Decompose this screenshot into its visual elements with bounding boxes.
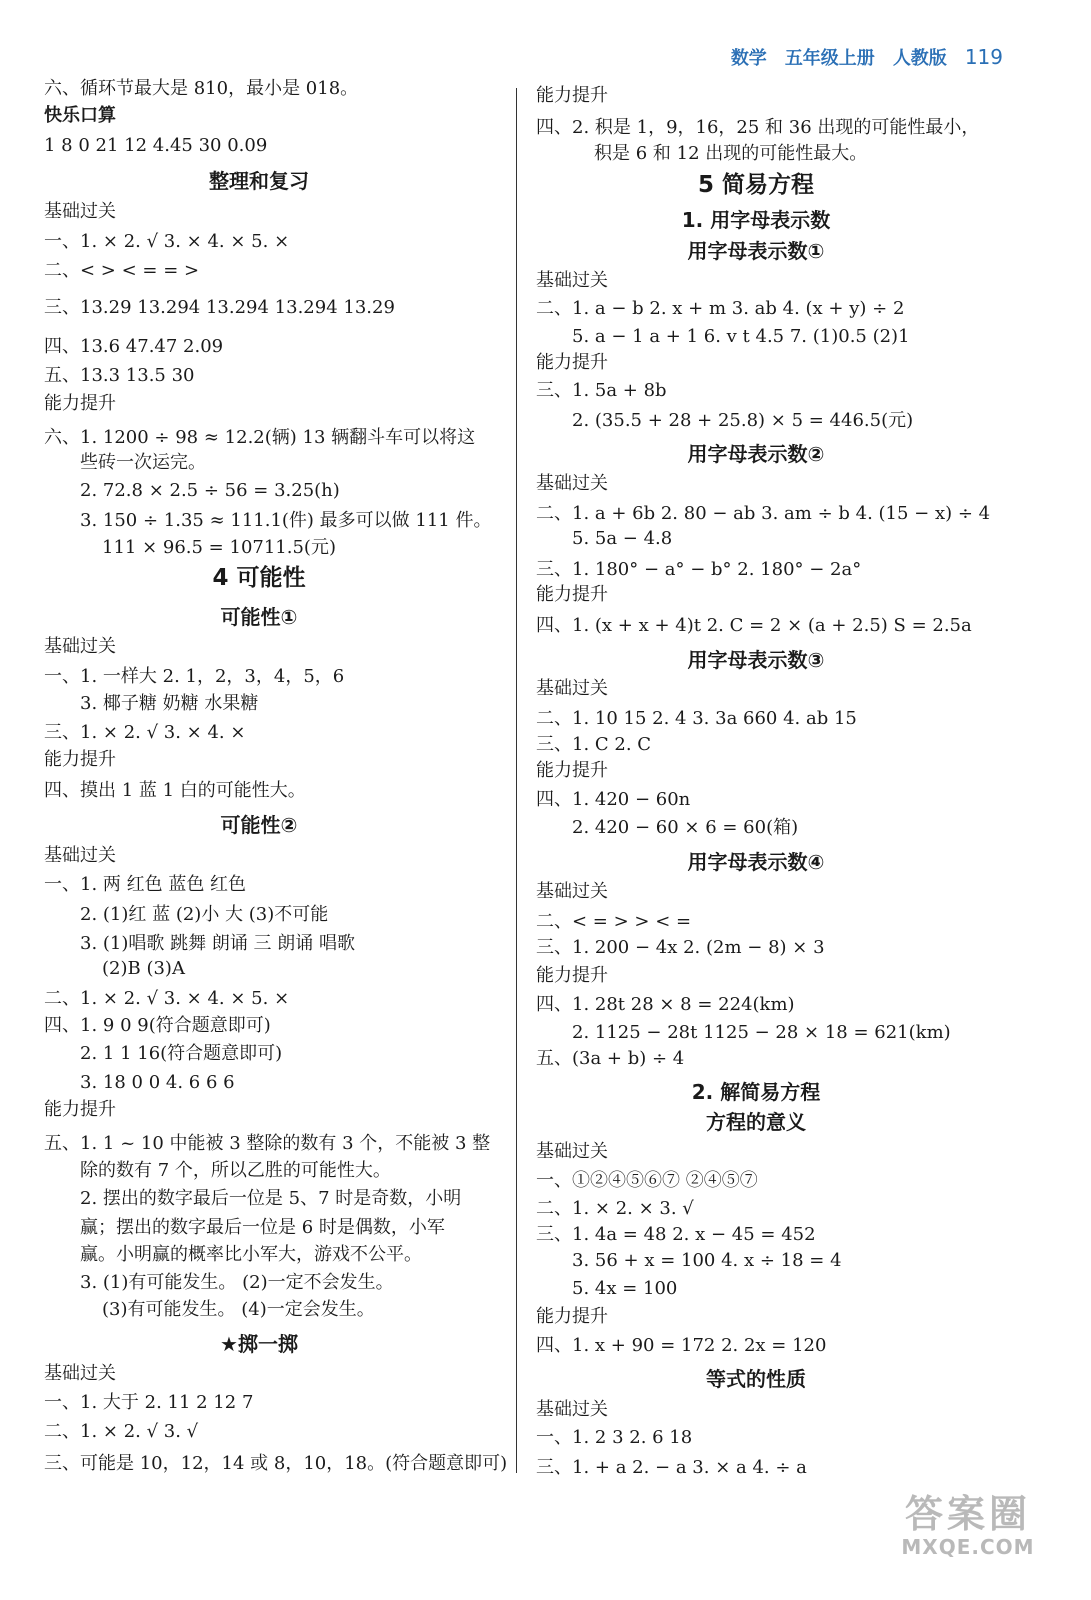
right-answer-line: 四、1. (x + x + 4)t 2. C = 2 × (a + 2.5) S = 2.5a bbox=[536, 615, 972, 636]
left-answer-line: 三、13.29 13.294 13.294 13.294 13.29 bbox=[44, 297, 395, 318]
left-answer-line: 2. 72.8 × 2.5 ÷ 56 = 3.25(h) bbox=[80, 480, 340, 501]
left-answer-line: 四、13.6 47.47 2.09 bbox=[44, 336, 224, 357]
right-category-label: 基础过关 bbox=[536, 1141, 608, 1162]
left-answer-line: 二、1. × 2. √ 3. √ bbox=[44, 1421, 199, 1442]
right-answer-line: 2. 1125 − 28t 1125 − 28 × 18 = 621(km) bbox=[572, 1022, 951, 1043]
right-answer-line: 三、1. 4a = 48 2. x − 45 = 452 bbox=[536, 1224, 816, 1245]
left-answer-line: 1 8 0 21 12 4.45 30 0.09 bbox=[44, 135, 268, 156]
left-answer-line: 3. 18 0 0 4. 6 6 6 bbox=[80, 1072, 235, 1093]
left-category-label: 能力提升 bbox=[44, 1099, 116, 1120]
right-answer-line: 2. 420 − 60 × 6 = 60(箱) bbox=[572, 817, 799, 838]
right-answer-line: 三、1. 200 − 4x 2. (2m − 8) × 3 bbox=[536, 937, 825, 958]
right-answer-line: 5. 4x = 100 bbox=[572, 1278, 678, 1299]
right-answer-line: 四、1. x + 90 = 172 2. 2x = 120 bbox=[536, 1335, 827, 1356]
page-number: 119 bbox=[964, 45, 1003, 69]
left-answer-line: 五、1. 1 ~ 10 中能被 3 整除的数有 3 个，不能被 3 整 bbox=[44, 1133, 491, 1154]
right-chapter-title: 5 简易方程 bbox=[697, 172, 814, 198]
left-answer-line: 二、< > < = = > bbox=[44, 260, 200, 281]
right-category-label: 能力提升 bbox=[536, 85, 608, 106]
left-category-label: 基础过关 bbox=[44, 201, 116, 222]
left-answer-line: 四、摸出 1 蓝 1 白的可能性大。 bbox=[44, 780, 306, 801]
left-answer-line: 一、1. 两 红色 蓝色 红色 bbox=[44, 874, 247, 895]
left-category-label: 基础过关 bbox=[44, 845, 116, 866]
right-answer-line: 五、(3a + b) ÷ 4 bbox=[536, 1048, 685, 1069]
left-answer-line: 一、1. 大于 2. 11 2 12 7 bbox=[44, 1392, 254, 1413]
left-answer-line: 2. 摆出的数字最后一位是 5、7 时是奇数，小明 bbox=[80, 1188, 462, 1209]
left-category-label: 基础过关 bbox=[44, 636, 116, 657]
right-answer-line: 积是 6 和 12 出现的可能性最大。 bbox=[594, 143, 868, 164]
right-category-label: 能力提升 bbox=[536, 965, 608, 986]
header-subject: 数学 bbox=[730, 48, 767, 69]
right-answer-line: 二、1. a + 6b 2. 80 − ab 3. am ÷ b 4. (15 − x) ÷ 4 bbox=[536, 503, 991, 524]
right-answer-line: 5. a − 1 a + 1 6. v t 4.5 7. (1)0.5 (2)1 bbox=[572, 326, 910, 347]
left-answer-line: 2. (1)红 蓝 (2)小 大 (3)不可能 bbox=[80, 904, 329, 925]
watermark-logo: 答案圈 MXQE.COM bbox=[901, 1492, 1035, 1559]
right-category-label: 基础过关 bbox=[536, 270, 608, 291]
right-answer-line: 一、①②④⑤⑥⑦ ②④⑤⑦ bbox=[536, 1170, 758, 1191]
page-header bbox=[731, 44, 1003, 70]
right-category-label: 基础过关 bbox=[536, 1399, 608, 1420]
right-answer-line: 3. 56 + x = 100 4. x ÷ 18 = 4 bbox=[572, 1250, 842, 1271]
right-answer-line: 三、1. 5a + 8b bbox=[536, 380, 667, 401]
left-section-title: 可能性① bbox=[220, 605, 298, 629]
right-section-title: 方程的意义 bbox=[706, 1110, 806, 1134]
header-grade: 五年级上册 bbox=[784, 48, 875, 69]
right-category-label: 能力提升 bbox=[536, 1306, 608, 1327]
left-answer-line: 2. 1 1 16(符合题意即可) bbox=[80, 1043, 283, 1064]
right-section-title: 用字母表示数② bbox=[687, 442, 825, 466]
right-category-label: 能力提升 bbox=[536, 352, 608, 373]
left-answer-line: 3. 150 ÷ 1.35 ≈ 111.1(件) 最多可以做 111 件。 bbox=[80, 510, 492, 531]
left-category-label: 基础过关 bbox=[44, 1363, 116, 1384]
right-category-label: 基础过关 bbox=[536, 473, 608, 494]
right-category-label: 基础过关 bbox=[536, 678, 608, 699]
left-answer-line: 3. (1)有可能发生。 (2)一定不会发生。 bbox=[80, 1272, 394, 1293]
left-answer-line: 四、1. 9 0 9(符合题意即可) bbox=[44, 1015, 271, 1036]
left-answer-line: 六、1. 1200 ÷ 98 ≈ 12.2(辆) 13 辆翻斗车可以将这 bbox=[44, 427, 476, 448]
right-answer-line: 三、1. C 2. C bbox=[536, 734, 652, 755]
left-category-label: 能力提升 bbox=[44, 749, 116, 770]
left-answer-line: 111 × 96.5 = 10711.5(元) bbox=[102, 537, 336, 558]
left-answer-line: 赢。小明赢的概率比小军大，游戏不公平。 bbox=[80, 1244, 422, 1265]
left-answer-line: 一、1. × 2. √ 3. × 4. × 5. × bbox=[44, 231, 290, 252]
right-category-label: 基础过关 bbox=[536, 881, 608, 902]
right-answer-line: 一、1. 2 3 2. 6 18 bbox=[536, 1427, 693, 1448]
left-category-label: 能力提升 bbox=[44, 393, 116, 414]
right-answer-line: 二、1. × 2. × 3. √ bbox=[536, 1198, 694, 1219]
left-heading: 快乐口算 bbox=[44, 105, 116, 126]
left-chapter-title: 4 可能性 bbox=[212, 565, 306, 591]
right-section-title: 1. 用字母表示数 bbox=[681, 208, 831, 232]
right-answer-line: 三、1. + a 2. − a 3. × a 4. ÷ a bbox=[536, 1457, 807, 1478]
header-edition: 人教版 bbox=[892, 48, 947, 69]
left-answer-line: (2)B (3)A bbox=[102, 958, 185, 979]
left-section-title: 可能性② bbox=[220, 813, 298, 837]
left-answer-line: 三、1. × 2. √ 3. × 4. × bbox=[44, 722, 246, 743]
right-category-label: 能力提升 bbox=[536, 584, 608, 605]
right-answer-line: 2. (35.5 + 28 + 25.8) × 5 = 446.5(元) bbox=[572, 410, 914, 431]
right-answer-line: 四、1. 28t 28 × 8 = 224(km) bbox=[536, 994, 795, 1015]
left-section-title: ★掷一掷 bbox=[220, 1332, 298, 1356]
right-answer-line: 二、1. a − b 2. x + m 3. ab 4. (x + y) ÷ 2 bbox=[536, 298, 905, 319]
right-answer-line: 四、1. 420 − 60n bbox=[536, 789, 691, 810]
left-answer-line: 3. 椰子糖 奶糖 水果糖 bbox=[80, 693, 259, 714]
left-answer-line: (3)有可能发生。 (4)一定会发生。 bbox=[102, 1299, 375, 1320]
left-answer-line: 三、可能是 10，12，14 或 8，10，18。(符合题意即可) bbox=[44, 1453, 508, 1474]
left-answer-line: 赢；摆出的数字最后一位是 6 时是偶数，小军 bbox=[80, 1217, 445, 1238]
column-divider bbox=[516, 88, 517, 1473]
right-section-title: 2. 解简易方程 bbox=[691, 1080, 821, 1104]
right-answer-line: 四、2. 积是 1，9，16，25 和 36 出现的可能性最小， bbox=[536, 117, 980, 138]
right-section-title: 用字母表示数④ bbox=[687, 850, 825, 874]
left-answer-line: 二、1. × 2. √ 3. × 4. × 5. × bbox=[44, 988, 290, 1009]
right-answer-line: 5. 5a − 4.8 bbox=[572, 528, 673, 549]
left-answer-line: 五、13.3 13.5 30 bbox=[44, 365, 195, 386]
left-answer-line: 除的数有 7 个，所以乙胜的可能性大。 bbox=[80, 1160, 391, 1181]
left-answer-line: 3. (1)唱歌 跳舞 朗诵 三 朗诵 唱歌 bbox=[80, 933, 355, 954]
left-answer-line: 些砖一次运完。 bbox=[80, 452, 206, 473]
left-answer-line: 一、1. 一样大 2. 1，2，3，4，5，6 bbox=[44, 666, 345, 687]
right-answer-line: 二、1. 10 15 2. 4 3. 3a 660 4. ab 15 bbox=[536, 708, 857, 729]
right-answer-line: 三、1. 180° − a° − b° 2. 180° − 2a° bbox=[536, 559, 862, 580]
right-section-title: 等式的性质 bbox=[706, 1367, 806, 1391]
right-section-title: 用字母表示数① bbox=[687, 239, 825, 263]
left-section-title: 整理和复习 bbox=[209, 169, 309, 193]
right-answer-line: 二、< = > > < = bbox=[536, 911, 692, 932]
right-section-title: 用字母表示数③ bbox=[687, 648, 825, 672]
left-answer-line: 六、循环节最大是 810，最小是 018。 bbox=[44, 78, 359, 99]
right-category-label: 能力提升 bbox=[536, 760, 608, 781]
